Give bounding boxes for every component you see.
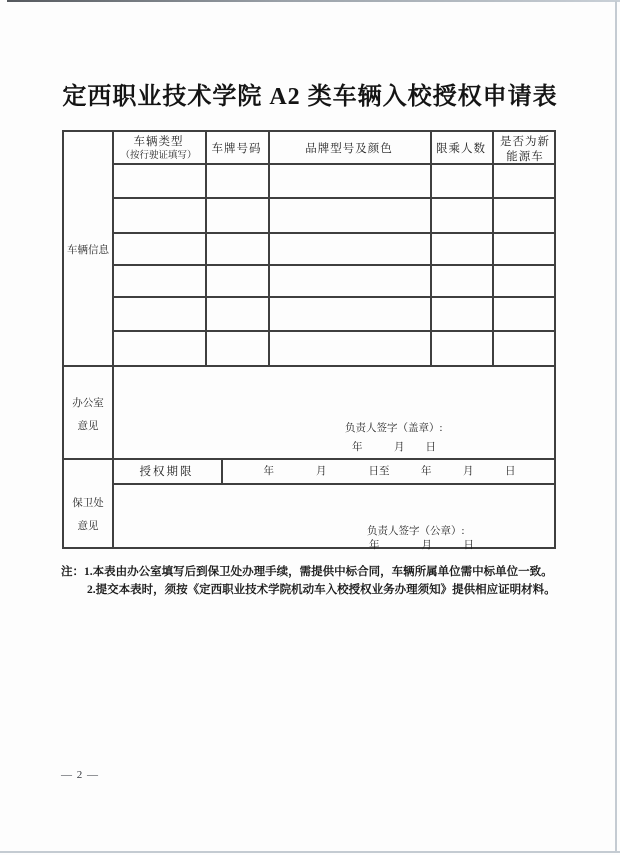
application-form-table bbox=[62, 130, 556, 549]
note-1-text: 1.本表由办公室填写后到保卫处办理手续，需提供中标合同，车辆所属单位需中标单位一致。 bbox=[84, 566, 553, 578]
grid-line bbox=[112, 132, 114, 547]
scan-edge-bottom bbox=[0, 851, 620, 853]
grid-line bbox=[112, 330, 554, 332]
grid-line bbox=[112, 232, 554, 234]
note-line-2 bbox=[61, 581, 566, 599]
office-date-placeholder: 年 月 日 bbox=[352, 442, 436, 453]
security-date-placeholder: 年 月 日 bbox=[369, 540, 474, 551]
grid-line bbox=[112, 296, 554, 298]
column-header-brand-model-color: 品牌型号及颜色 bbox=[305, 143, 393, 155]
section-label-office-line2: 意见 bbox=[77, 421, 99, 432]
grid-line bbox=[64, 365, 554, 367]
column-header-new-energy bbox=[492, 135, 558, 165]
page-title: 定西职业技术学院 A2 类车辆入校授权申请表 bbox=[62, 84, 558, 110]
notes bbox=[61, 563, 566, 599]
grid-line bbox=[112, 197, 554, 199]
column-header-vehicle-type-line1: 车辆类型 bbox=[133, 136, 184, 148]
column-header-new-energy-line1: 是否为新 bbox=[500, 136, 550, 148]
column-header-new-energy-line2: 能源车 bbox=[506, 151, 544, 163]
column-header-vehicle-type-line2: （按行驶证填写） bbox=[120, 151, 197, 161]
page-number: — 2 — bbox=[61, 769, 99, 781]
security-signature-label: 负责人签字（公章）: bbox=[367, 526, 465, 537]
note-2-text: 2.提交本表时，须按《定西职业技术学院机动车入校授权业务办理须知》提供相应证明材料。 bbox=[87, 584, 556, 596]
grid-line bbox=[64, 458, 554, 460]
section-label-vehicle-info: 车辆信息 bbox=[67, 245, 109, 256]
note-prefix: 注： bbox=[61, 566, 84, 578]
office-signature-label: 负责人签字（盖章）: bbox=[345, 423, 443, 434]
grid-line bbox=[112, 163, 554, 165]
grid-line bbox=[112, 264, 554, 266]
column-header-plate-number: 车牌号码 bbox=[211, 143, 262, 155]
column-header-passenger-limit: 限乘人数 bbox=[436, 143, 486, 155]
note-line-1 bbox=[61, 563, 566, 581]
auth-period-label: 授权期限 bbox=[139, 466, 194, 478]
grid-line bbox=[112, 483, 554, 485]
scan-edge-right bbox=[615, 1, 617, 853]
column-header-vehicle-type bbox=[112, 135, 205, 163]
section-label-security-line1: 保卫处 bbox=[72, 498, 104, 509]
section-label-security-opinion bbox=[64, 492, 112, 538]
section-label-office-opinion bbox=[64, 392, 112, 438]
auth-period-placeholder: 年 月 日至 年 月 日 bbox=[263, 466, 516, 477]
section-label-security-line2: 意见 bbox=[77, 521, 99, 532]
section-label-office-line1: 办公室 bbox=[72, 398, 104, 409]
scan-edge-top bbox=[7, 0, 620, 2]
